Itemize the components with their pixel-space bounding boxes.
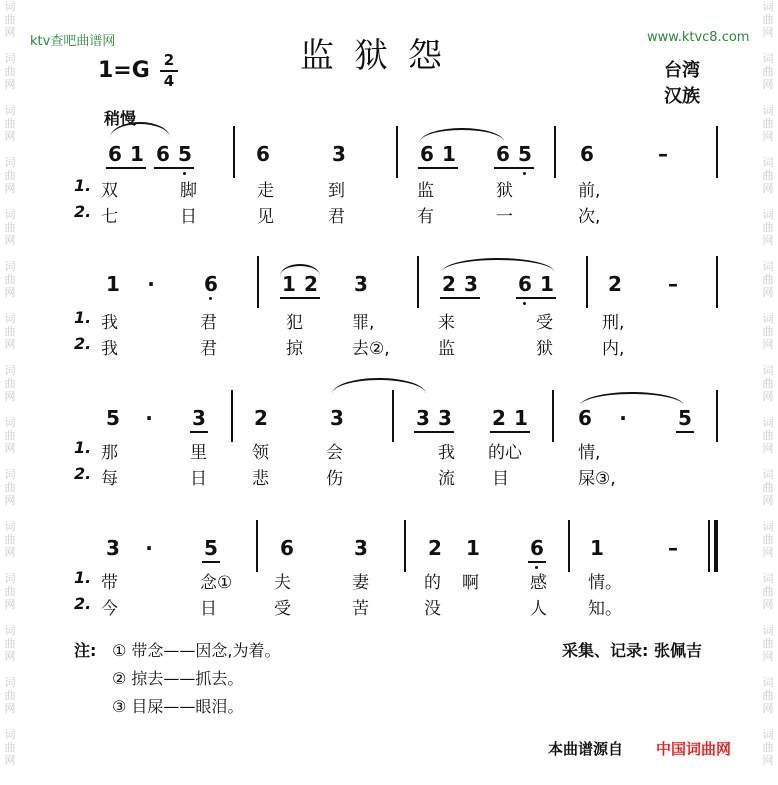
lyric-syllable: 前,	[578, 181, 601, 201]
watermark-char: 词	[4, 364, 16, 377]
watermark-char: 网	[762, 182, 774, 195]
bar-line	[714, 520, 718, 572]
jianpu-note: –	[668, 536, 678, 560]
watermark-char: 词	[4, 260, 16, 273]
watermark-char: 网	[762, 598, 774, 611]
lyric-syllable: 监	[417, 181, 434, 201]
low-octave-dot	[523, 302, 526, 305]
bar-line	[708, 520, 710, 572]
bar-line	[554, 126, 556, 178]
jianpu-note: 1	[282, 272, 296, 296]
lyric-syllable: 情。	[588, 573, 622, 593]
lyric-syllable: 掠	[286, 339, 303, 359]
watermark-char: 曲	[762, 325, 774, 338]
verse-number: 1.	[74, 568, 92, 587]
lyric-syllable: 今	[101, 599, 118, 619]
watermark-char: 词	[4, 624, 16, 637]
jianpu-note: 2	[304, 272, 318, 296]
watermark-char: 曲	[4, 221, 16, 234]
watermark-char: 曲	[4, 169, 16, 182]
watermark-char: 网	[4, 442, 16, 455]
verse-number: 2.	[74, 334, 92, 353]
watermark-char: 曲	[762, 13, 774, 26]
bar-line	[417, 256, 419, 308]
jianpu-note: 5	[678, 406, 692, 430]
lyric-syllable: 受	[274, 599, 291, 619]
watermark-char: 曲	[762, 377, 774, 390]
source-label: 本曲谱源自	[548, 740, 624, 758]
watermark-char: 网	[4, 494, 16, 507]
jianpu-note: 3	[464, 272, 478, 296]
lyric-syllable: 我	[438, 443, 455, 463]
lyric-syllable: 会	[326, 443, 343, 463]
watermark-char: 网	[762, 286, 774, 299]
lyric-syllable: 屎③,	[578, 469, 616, 489]
jianpu-note: 6	[156, 142, 170, 166]
bar-line	[233, 126, 235, 178]
jianpu-note: 6	[256, 142, 270, 166]
watermark-char: 曲	[4, 13, 16, 26]
jianpu-note: 6	[496, 142, 510, 166]
site-left-watermark: ktv查吧曲谱网	[30, 34, 116, 49]
lyric-syllable: 妻	[352, 573, 369, 593]
beam-underline	[190, 431, 208, 433]
lyric-syllable: 目	[492, 469, 509, 489]
verse-number: 1.	[74, 308, 92, 327]
lyric-syllable: 来	[438, 313, 455, 333]
lyric-syllable: 君	[200, 339, 217, 359]
watermark-char: 网	[762, 546, 774, 559]
watermark-char: 网	[4, 598, 16, 611]
watermark-char: 曲	[762, 221, 774, 234]
watermark-char: 网	[4, 390, 16, 403]
jianpu-note: ·	[145, 406, 153, 430]
watermark-char: 曲	[762, 273, 774, 286]
watermark-char: 曲	[4, 273, 16, 286]
jianpu-note: 2	[492, 406, 506, 430]
watermark-right	[760, 0, 776, 780]
lyric-syllable: 走	[257, 181, 274, 201]
watermark-char: 网	[4, 338, 16, 351]
jianpu-note: 6	[204, 272, 218, 296]
beam-underline	[494, 167, 534, 169]
jianpu-note: –	[668, 272, 678, 296]
origin-place: 台湾	[664, 60, 700, 81]
watermark-char: 曲	[4, 117, 16, 130]
watermark-char: 词	[4, 104, 16, 117]
watermark-char: 曲	[762, 689, 774, 702]
bar-line	[231, 390, 233, 442]
jianpu-note: ·	[147, 272, 155, 296]
watermark-char: 曲	[4, 533, 16, 546]
bar-line	[716, 256, 718, 308]
footnote-1: ① 带念——因念,为着。	[112, 641, 281, 660]
jianpu-note: 3	[354, 536, 368, 560]
beam-underline	[154, 167, 194, 169]
verse-number: 2.	[74, 202, 92, 221]
beam-underline	[414, 431, 454, 433]
jianpu-note: 1	[466, 536, 480, 560]
low-octave-dot	[523, 172, 526, 175]
time-signature	[160, 52, 178, 90]
lyric-syllable: 知。	[588, 599, 622, 619]
lyric-syllable: 一	[496, 207, 513, 227]
watermark-char: 词	[762, 104, 774, 117]
lyric-syllable: 没	[424, 599, 441, 619]
watermark-char: 网	[4, 754, 16, 767]
watermark-char: 词	[4, 312, 16, 325]
watermark-char: 曲	[4, 585, 16, 598]
lyric-syllable: 君	[328, 207, 345, 227]
jianpu-note: 6	[530, 536, 544, 560]
lyric-syllable: 苦	[352, 599, 369, 619]
lyric-syllable: 日	[180, 207, 197, 227]
lyric-syllable: 七	[101, 207, 118, 227]
watermark-char: 词	[4, 728, 16, 741]
jianpu-note: 6	[578, 406, 592, 430]
lyric-syllable: 情,	[578, 443, 601, 463]
watermark-char: 曲	[762, 117, 774, 130]
jianpu-note: 1	[106, 272, 120, 296]
lyric-syllable: 念①	[200, 573, 233, 593]
lyric-syllable: 人	[530, 599, 547, 619]
beam-underline	[418, 167, 458, 169]
low-octave-dot	[209, 297, 212, 300]
jianpu-note: 1	[442, 142, 456, 166]
bar-line	[568, 520, 570, 572]
watermark-char: 词	[762, 364, 774, 377]
bar-line	[716, 126, 718, 178]
beam-underline	[280, 297, 320, 299]
jianpu-note: 2	[254, 406, 268, 430]
slur-arc	[420, 128, 504, 142]
watermark-char: 词	[762, 208, 774, 221]
source-site-link[interactable]: 中国词曲网	[656, 740, 732, 758]
bar-line	[586, 256, 588, 308]
jianpu-note: 6	[518, 272, 532, 296]
jianpu-note: 6	[580, 142, 594, 166]
lyric-syllable: 日	[200, 599, 217, 619]
lyric-syllable: 次,	[578, 207, 601, 227]
jianpu-note: 2	[442, 272, 456, 296]
watermark-char: 词	[4, 572, 16, 585]
lyric-syllable: 伤	[326, 469, 343, 489]
watermark-char: 网	[4, 182, 16, 195]
lyric-syllable: 双	[101, 181, 118, 201]
jianpu-note: 1	[590, 536, 604, 560]
watermark-char: 曲	[762, 533, 774, 546]
bar-line	[716, 390, 718, 442]
jianpu-note: 3	[416, 406, 430, 430]
watermark-char: 曲	[762, 481, 774, 494]
watermark-char: 曲	[762, 429, 774, 442]
watermark-char: 词	[762, 156, 774, 169]
jianpu-note: 2	[428, 536, 442, 560]
watermark-char: 词	[4, 416, 16, 429]
lyric-syllable: 脚	[180, 181, 197, 201]
lyric-syllable: 见	[257, 207, 274, 227]
song-title: 监狱怨	[300, 36, 462, 76]
jianpu-note: 6	[280, 536, 294, 560]
verse-number: 2.	[74, 464, 92, 483]
lyric-syllable: 罪,	[352, 313, 375, 333]
jianpu-note: 3	[354, 272, 368, 296]
watermark-char: 曲	[4, 637, 16, 650]
jianpu-note: 5	[178, 142, 192, 166]
jianpu-note: –	[658, 142, 668, 166]
jianpu-note: 5	[518, 142, 532, 166]
lyric-syllable: 狱	[536, 339, 553, 359]
watermark-char: 曲	[762, 585, 774, 598]
watermark-char: 网	[762, 754, 774, 767]
watermark-char: 词	[762, 52, 774, 65]
footnote-2: ② 掠去——抓去。	[112, 669, 244, 688]
lyric-syllable: 流	[438, 469, 455, 489]
jianpu-note: ·	[619, 406, 627, 430]
jianpu-note: 1	[130, 142, 144, 166]
bar-line	[257, 256, 259, 308]
lyric-syllable: 日	[190, 469, 207, 489]
jianpu-note: 5	[106, 406, 120, 430]
watermark-char: 网	[762, 442, 774, 455]
watermark-char: 网	[762, 130, 774, 143]
lyric-syllable: 里	[190, 443, 207, 463]
verse-number: 2.	[74, 594, 92, 613]
watermark-char: 词	[762, 676, 774, 689]
lyric-syllable: 夫	[274, 573, 291, 593]
watermark-char: 网	[4, 234, 16, 247]
jianpu-note: 3	[438, 406, 452, 430]
watermark-char: 词	[4, 52, 16, 65]
watermark-char: 曲	[4, 65, 16, 78]
watermark-char: 网	[762, 702, 774, 715]
watermark-char: 网	[762, 78, 774, 91]
watermark-char: 网	[762, 234, 774, 247]
watermark-char: 词	[762, 728, 774, 741]
watermark-char: 曲	[762, 65, 774, 78]
lyric-syllable: 受	[536, 313, 553, 333]
beam-underline	[490, 431, 530, 433]
beam-underline	[440, 297, 480, 299]
watermark-char: 网	[4, 130, 16, 143]
tempo-marking: 稍慢	[104, 109, 137, 128]
watermark-char: 词	[762, 572, 774, 585]
lyric-syllable: 悲	[252, 469, 269, 489]
beam-underline	[202, 561, 220, 563]
watermark-char: 网	[4, 286, 16, 299]
lyric-syllable: 去②,	[352, 339, 390, 359]
watermark-char: 词	[4, 208, 16, 221]
jianpu-note: 3	[192, 406, 206, 430]
lyric-syllable: 君	[200, 313, 217, 333]
jianpu-note: 1	[540, 272, 554, 296]
lyric-syllable: 我	[101, 339, 118, 359]
watermark-char: 网	[4, 702, 16, 715]
watermark-left	[2, 0, 18, 780]
slur-arc	[442, 258, 554, 272]
lyric-syllable: 内,	[602, 339, 625, 359]
watermark-char: 曲	[762, 637, 774, 650]
watermark-char: 词	[762, 0, 774, 13]
beam-underline	[516, 297, 556, 299]
lyric-syllable: 刑,	[602, 313, 625, 333]
watermark-char: 词	[762, 520, 774, 533]
lyric-syllable: 到	[328, 181, 345, 201]
watermark-char: 词	[762, 260, 774, 273]
bar-line	[256, 520, 258, 572]
watermark-char: 词	[4, 0, 16, 13]
site-right-watermark: www.ktvc8.com	[647, 30, 750, 45]
meter-bottom: 4	[163, 72, 175, 90]
watermark-char: 曲	[762, 169, 774, 182]
slur-arc	[580, 392, 684, 406]
jianpu-note: 1	[514, 406, 528, 430]
footnote-3: ③ 目屎——眼泪。	[112, 697, 244, 716]
lyric-syllable: 有	[417, 207, 434, 227]
jianpu-note: 3	[332, 142, 346, 166]
lyric-syllable: 监	[438, 339, 455, 359]
watermark-char: 曲	[762, 741, 774, 754]
key-signature: 1=G	[98, 58, 150, 83]
lyric-syllable: 感	[530, 573, 547, 593]
watermark-char: 网	[762, 650, 774, 663]
watermark-char: 词	[762, 468, 774, 481]
low-octave-dot	[183, 172, 186, 175]
origin-people: 汉族	[664, 86, 700, 107]
meter-top: 2	[163, 51, 175, 69]
watermark-char: 网	[4, 650, 16, 663]
watermark-char: 曲	[4, 481, 16, 494]
watermark-char: 曲	[4, 377, 16, 390]
verse-number: 1.	[74, 438, 92, 457]
watermark-char: 词	[762, 624, 774, 637]
jianpu-note: ·	[145, 536, 153, 560]
lyric-syllable: 的心	[488, 443, 522, 463]
watermark-char: 曲	[4, 429, 16, 442]
collector-credit: 采集、记录: 张佩吉	[562, 641, 702, 660]
beam-underline	[676, 431, 694, 433]
lyric-syllable: 那	[101, 443, 118, 463]
jianpu-note: 6	[420, 142, 434, 166]
slur-arc	[332, 378, 426, 394]
verse-number: 1.	[74, 176, 92, 195]
lyric-syllable: 我	[101, 313, 118, 333]
watermark-char: 词	[4, 156, 16, 169]
lyric-syllable: 狱	[496, 181, 513, 201]
jianpu-note: 2	[608, 272, 622, 296]
lyric-syllable: 领	[252, 443, 269, 463]
watermark-char: 网	[4, 546, 16, 559]
bar-line	[404, 520, 406, 572]
watermark-char: 曲	[4, 741, 16, 754]
watermark-char: 网	[762, 390, 774, 403]
lyric-syllable: 的	[424, 573, 441, 593]
jianpu-note: 3	[106, 536, 120, 560]
bar-line	[396, 126, 398, 178]
watermark-char: 词	[4, 468, 16, 481]
lyric-syllable: 啊	[462, 573, 479, 593]
jianpu-note: 3	[330, 406, 344, 430]
watermark-char: 网	[762, 494, 774, 507]
footnote-label: 注:	[74, 641, 97, 660]
lyric-syllable: 犯	[286, 313, 303, 333]
watermark-char: 网	[4, 26, 16, 39]
watermark-char: 词	[4, 676, 16, 689]
bar-line	[552, 390, 554, 442]
watermark-char: 词	[4, 520, 16, 533]
watermark-char: 词	[762, 416, 774, 429]
beam-underline	[106, 167, 146, 169]
watermark-char: 网	[4, 78, 16, 91]
jianpu-note: 6	[108, 142, 122, 166]
watermark-char: 词	[762, 312, 774, 325]
watermark-char: 网	[762, 338, 774, 351]
lyric-syllable: 每	[101, 469, 118, 489]
lyric-syllable: 带	[101, 573, 118, 593]
watermark-char: 曲	[4, 689, 16, 702]
beam-underline	[528, 561, 546, 563]
jianpu-note: 5	[204, 536, 218, 560]
watermark-char: 网	[762, 26, 774, 39]
bar-line	[392, 390, 394, 442]
watermark-char: 曲	[4, 325, 16, 338]
